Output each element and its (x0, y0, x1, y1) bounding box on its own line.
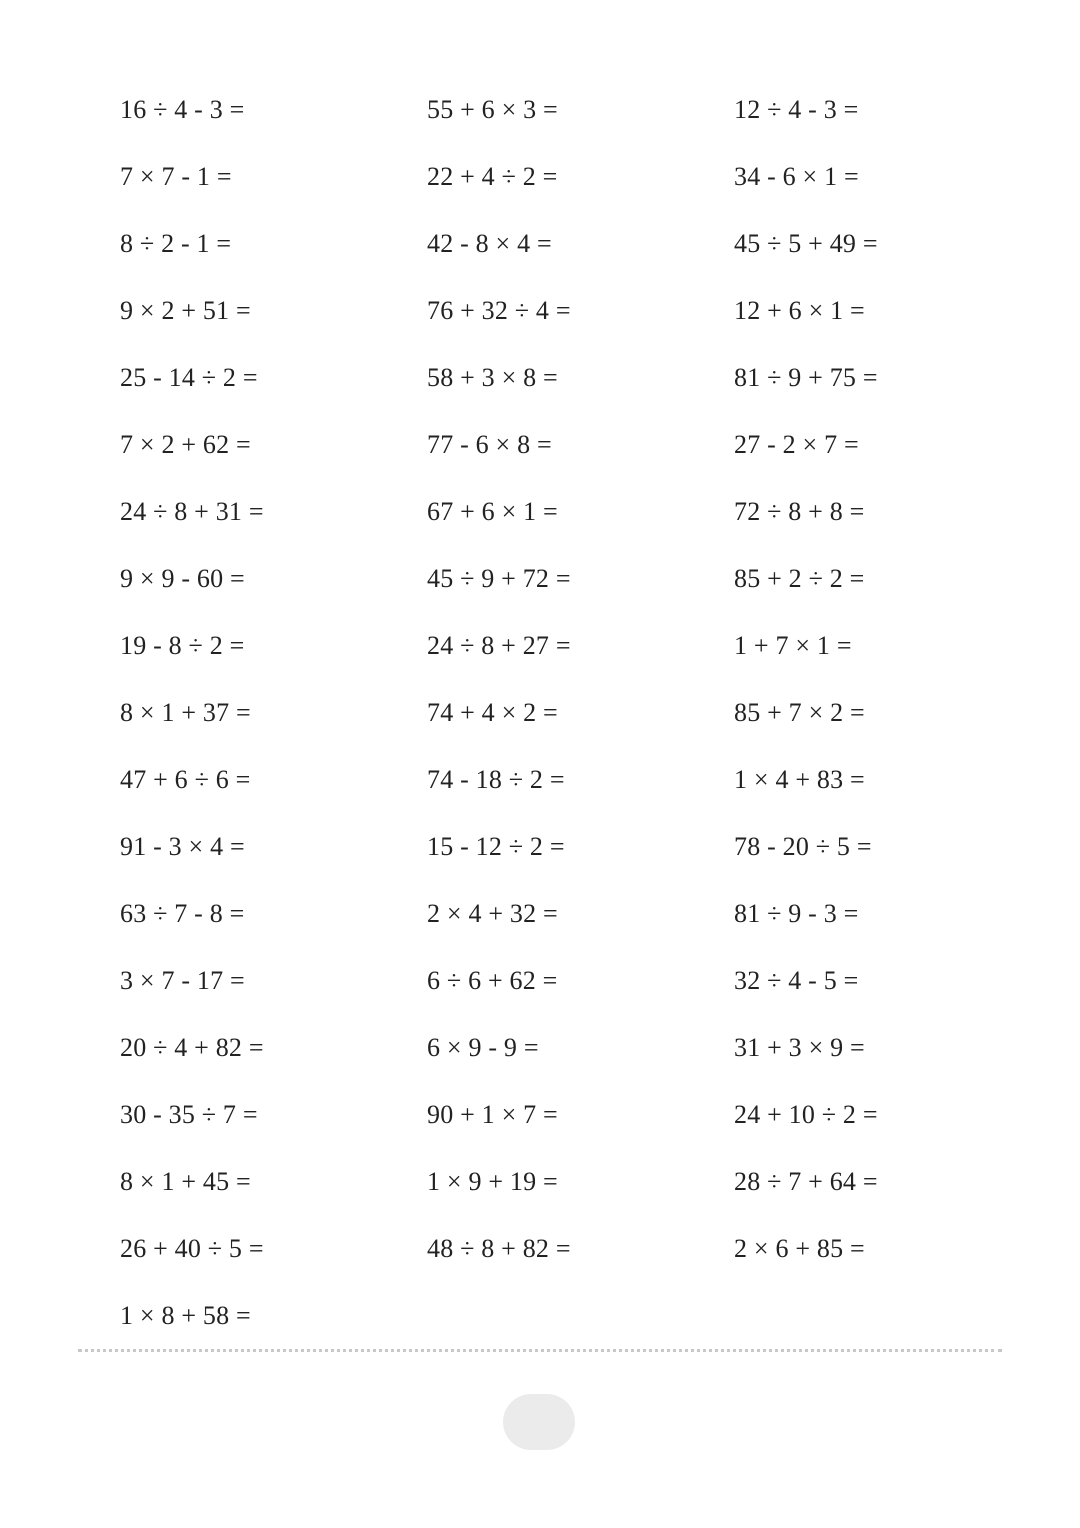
math-problem: 6 × 9 - 9 = (427, 1033, 539, 1062)
math-problem: 8 × 1 + 45 = (120, 1167, 251, 1196)
math-problem: 45 ÷ 9 + 72 = (427, 564, 571, 593)
math-problem: 76 + 32 ÷ 4 = (427, 296, 571, 325)
math-problem: 1 + 7 × 1 = (734, 631, 852, 660)
math-problem: 85 + 2 ÷ 2 = (734, 564, 865, 593)
math-problem: 24 ÷ 8 + 27 = (427, 631, 571, 660)
math-problem: 26 + 40 ÷ 5 = (120, 1234, 264, 1263)
math-problem: 55 + 6 × 3 = (427, 95, 558, 124)
math-problem: 34 - 6 × 1 = (734, 162, 859, 191)
math-problem: 91 - 3 × 4 = (120, 832, 245, 861)
problem-grid (120, 76, 1040, 1349)
math-problem: 7 × 2 + 62 = (120, 430, 251, 459)
math-problem: 81 ÷ 9 - 3 = (734, 899, 859, 928)
math-problem: 2 × 6 + 85 = (734, 1234, 865, 1263)
math-problem: 28 ÷ 7 + 64 = (734, 1167, 878, 1196)
page-number-pill (503, 1394, 575, 1450)
math-problem: 19 - 8 ÷ 2 = (120, 631, 245, 660)
math-problem: 9 × 2 + 51 = (120, 296, 251, 325)
math-problem: 22 + 4 ÷ 2 = (427, 162, 558, 191)
math-problem: 24 + 10 ÷ 2 = (734, 1100, 878, 1129)
math-problem: 20 ÷ 4 + 82 = (120, 1033, 264, 1062)
math-problem: 32 ÷ 4 - 5 = (734, 966, 859, 995)
math-problem: 90 + 1 × 7 = (427, 1100, 558, 1129)
math-problem: 1 × 4 + 83 = (734, 765, 865, 794)
math-problem: 12 ÷ 4 - 3 = (734, 95, 859, 124)
math-problem: 24 ÷ 8 + 31 = (120, 497, 264, 526)
math-problem: 67 + 6 × 1 = (427, 497, 558, 526)
math-problem: 81 ÷ 9 + 75 = (734, 363, 878, 392)
math-problem: 9 × 9 - 60 = (120, 564, 245, 593)
math-problem: 3 × 7 - 17 = (120, 966, 245, 995)
math-problem: 27 - 2 × 7 = (734, 430, 859, 459)
math-problem: 8 × 1 + 37 = (120, 698, 251, 727)
math-problem: 85 + 7 × 2 = (734, 698, 865, 727)
math-problem: 72 ÷ 8 + 8 = (734, 497, 865, 526)
math-problem: 25 - 14 ÷ 2 = (120, 363, 258, 392)
math-problem: 48 ÷ 8 + 82 = (427, 1234, 571, 1263)
math-problem: 63 ÷ 7 - 8 = (120, 899, 245, 928)
math-problem: 45 ÷ 5 + 49 = (734, 229, 878, 258)
math-problem: 16 ÷ 4 - 3 = (120, 95, 245, 124)
math-problem: 78 - 20 ÷ 5 = (734, 832, 872, 861)
math-problem: 74 + 4 × 2 = (427, 698, 558, 727)
math-problem: 42 - 8 × 4 = (427, 229, 552, 258)
dotted-divider (78, 1349, 1002, 1352)
math-problem: 6 ÷ 6 + 62 = (427, 966, 558, 995)
math-problem: 1 × 8 + 58 = (120, 1301, 251, 1330)
math-problem: 7 × 7 - 1 = (120, 162, 232, 191)
math-problem: 12 + 6 × 1 = (734, 296, 865, 325)
math-problem: 47 + 6 ÷ 6 = (120, 765, 251, 794)
math-problem: 2 × 4 + 32 = (427, 899, 558, 928)
math-problem: 58 + 3 × 8 = (427, 363, 558, 392)
math-problem: 15 - 12 ÷ 2 = (427, 832, 565, 861)
math-problem: 8 ÷ 2 - 1 = (120, 229, 232, 258)
math-problem: 77 - 6 × 8 = (427, 430, 552, 459)
math-problem: 1 × 9 + 19 = (427, 1167, 558, 1196)
math-problem: 31 + 3 × 9 = (734, 1033, 865, 1062)
math-problem: 74 - 18 ÷ 2 = (427, 765, 565, 794)
math-problem: 30 - 35 ÷ 7 = (120, 1100, 258, 1129)
